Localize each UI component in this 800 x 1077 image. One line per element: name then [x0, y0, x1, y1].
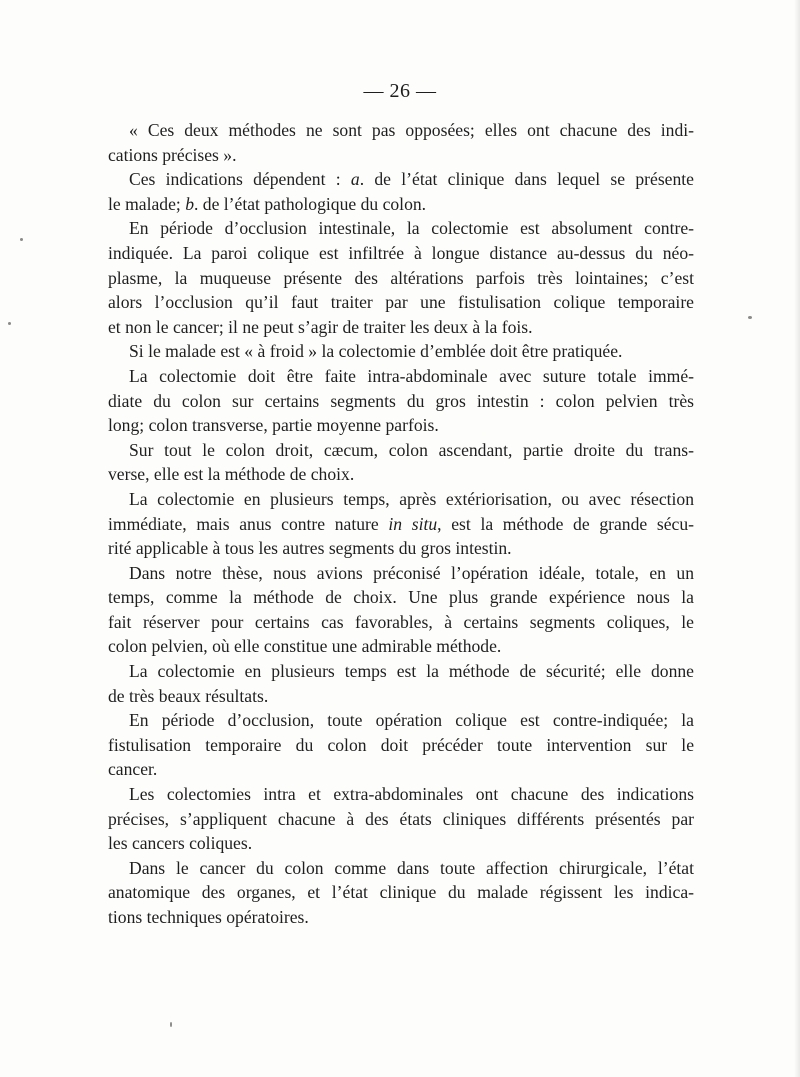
text-line: Sur tout le colon droit, cæcum, colon ascendant, partie droite du trans-	[129, 439, 694, 460]
text-line: colon pelvien, où elle constitue une admirable méthode.	[108, 636, 502, 657]
text-line: En période d’occlusion intestinale, la colectomie est absolument contre-	[129, 218, 694, 239]
paragraph	[108, 856, 694, 930]
paragraph	[108, 561, 694, 659]
paragraph	[108, 118, 694, 167]
paragraph	[108, 659, 694, 708]
text-line: Si le malade est « à froid » la colectomie d’emblée doit être pratiquée.	[129, 341, 623, 362]
text-line: précises, s’appliquent chacune à des états cliniques différents présentés par	[108, 808, 694, 829]
paragraph	[108, 708, 694, 782]
paragraph	[108, 167, 694, 216]
text-line: temps, comme la méthode de choix. Une plus grande expérience nous la	[108, 587, 694, 608]
paragraph	[108, 216, 694, 339]
scan-speck	[748, 316, 752, 319]
page-edge-shadow	[794, 0, 800, 1077]
text-line: rité applicable à tous les autres segments du gros intestin.	[108, 538, 512, 559]
text-line: immédiate, mais anus contre nature in situ, est la méthode de grande sécu-	[108, 513, 694, 534]
text-line: cations précises ».	[108, 144, 237, 165]
text-line: long; colon transverse, partie moyenne parfois.	[108, 415, 439, 436]
paragraph	[108, 487, 694, 561]
text-line: En période d’occlusion, toute opération colique est contre-indiquée; la	[129, 710, 694, 731]
text-line: et non le cancer; il ne peut s’agir de traiter les deux à la fois.	[108, 316, 533, 337]
text-line: tions techniques opératoires.	[108, 907, 309, 927]
scan-speck	[20, 238, 23, 241]
scan-speck	[170, 1022, 172, 1027]
text-line: alors l’occlusion qu’il faut traiter par une fistulisation colique temporaire	[108, 292, 694, 313]
text-line: cancer.	[108, 759, 158, 780]
text-line: fistulisation temporaire du colon doit précéder toute intervention sur le	[108, 734, 694, 755]
text-line: Les colectomies intra et extra-abdominales ont chacune des indications	[129, 784, 694, 805]
text-line: Dans notre thèse, nous avions préconisé l’opération idéale, totale, en un	[129, 562, 694, 583]
text-line: diate du colon sur certains segments du gros intestin : colon pelvien très	[108, 390, 694, 411]
text-line: de très beaux résultats.	[108, 685, 269, 706]
paragraph	[108, 438, 694, 487]
text-line: verse, elle est la méthode de choix.	[108, 464, 355, 485]
scan-speck	[8, 322, 11, 325]
text-line: La colectomie doit être faite intra-abdominale avec suture totale immé-	[129, 365, 694, 386]
text-line: plasme, la muqueuse présente des altérations parfois très lointaines; c’est	[108, 267, 694, 288]
paragraph	[108, 782, 694, 856]
text-line: indiquée. La paroi colique est infiltrée à longue distance au-dessus du néo-	[108, 242, 694, 263]
text-line: fait réserver pour certains cas favorables, à certains segments coliques, le	[108, 611, 694, 632]
text-line: Dans le cancer du colon comme dans toute affection chirurgicale, l’état	[129, 857, 694, 878]
text-line: La colectomie en plusieurs temps est la méthode de sécurité; elle donne	[129, 661, 694, 682]
text-line: La colectomie en plusieurs temps, après extériorisation, ou avec résection	[129, 488, 694, 509]
text-line: les cancers coliques.	[108, 833, 253, 854]
text-line: « Ces deux méthodes ne sont pas opposées; elles ont chacune des indi-	[129, 120, 694, 140]
text-line: Ces indications dépendent : a. de l’état clinique dans lequel se présente	[129, 169, 694, 190]
text-line: anatomique des organes, et l’état clinique du malade régissent les indica-	[108, 882, 694, 903]
body-text	[108, 118, 694, 930]
paragraph	[108, 364, 694, 438]
paragraph	[108, 339, 694, 364]
text-line: le malade; b. de l’état pathologique du colon.	[108, 193, 427, 214]
page-number: — 26 —	[363, 80, 437, 102]
